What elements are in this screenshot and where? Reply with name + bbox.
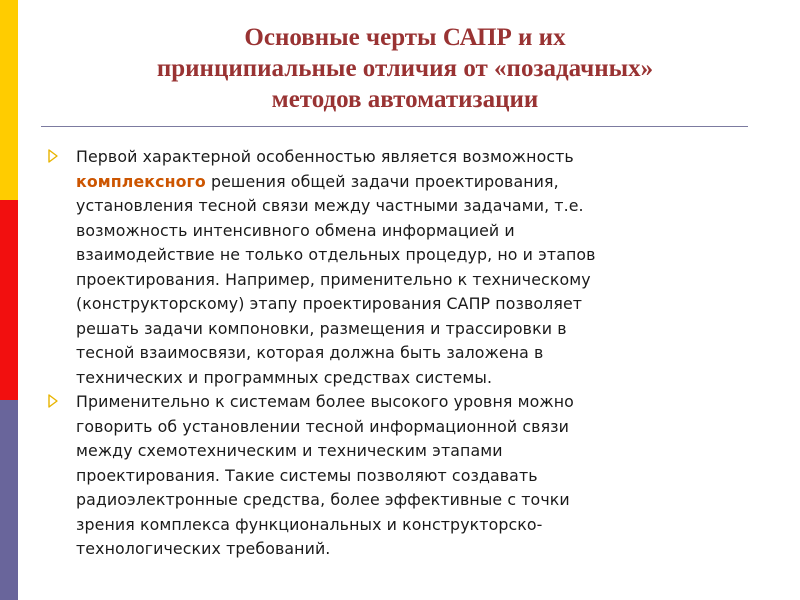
title-line: методов автоматизации <box>271 86 539 113</box>
text-run: решать задачи компоновки, размещения и трассировки в <box>76 318 567 338</box>
bullet-item <box>48 145 748 390</box>
bullet-text-line <box>76 243 748 268</box>
side-bar-purple <box>0 400 18 600</box>
highlighted-term: комплексного <box>76 171 206 191</box>
text-run: технологических требований. <box>76 539 331 558</box>
text-run: возможность интенсивного обмена информацией и <box>76 220 515 240</box>
bullet-list <box>48 145 748 562</box>
text-run: радиоэлектронные средства, более эффективные с точки <box>76 490 570 509</box>
text-run: установления тесной связи между частными задачами, т.е. <box>76 196 584 215</box>
text-run: технических и программных средствах системы. <box>76 367 493 387</box>
title-line: принципиальные отличия от «позадачных» <box>156 55 654 82</box>
side-bar-yellow <box>0 0 18 200</box>
bullet-text-line <box>76 292 748 317</box>
text-run: проектирования. Такие системы позволяют создавать <box>76 465 538 485</box>
text-run: между схемотехническим и техническим этапами <box>76 441 503 460</box>
bullet-text-line <box>76 268 748 293</box>
text-run: зрения комплекса функциональных и конструкторско- <box>76 514 543 534</box>
bullet-text-line <box>76 537 748 562</box>
text-run: взаимодействие не только отдельных процедур, но и этапов <box>76 245 596 264</box>
bullet-text-line <box>76 415 748 440</box>
text-run: проектирования. Например, применительно к техническому <box>76 269 591 289</box>
bullet-text-line <box>76 341 748 366</box>
bullet-text-line <box>76 219 748 244</box>
slide-title <box>40 22 770 115</box>
bullet-text-line <box>76 366 748 391</box>
bullet-text-line <box>76 317 748 342</box>
bullet-text-line <box>76 488 748 513</box>
bullet-text-line <box>76 439 748 464</box>
bullet-text-line <box>76 390 748 415</box>
text-run: тесной взаимосвязи, которая должна быть заложена в <box>76 343 544 362</box>
bullet-icon <box>48 149 59 163</box>
bullet-text-line <box>76 464 748 489</box>
text-run: (конструкторскому) этапу проектирования САПР позволяет <box>76 294 583 313</box>
text-run: говорить об установлении тесной информационной связи <box>76 416 570 436</box>
bullet-text-line <box>76 145 748 170</box>
side-bar-red <box>0 200 18 400</box>
bullet-text-line <box>76 170 748 195</box>
title-divider <box>41 126 748 127</box>
title-line: Основные черты САПР и их <box>244 24 566 51</box>
bullet-text-line <box>76 194 748 219</box>
text-run: решения общей задачи проектирования, <box>205 171 559 191</box>
bullet-icon <box>48 394 59 408</box>
text-run: Применительно к системам более высокого уровня можно <box>76 392 574 411</box>
text-run: Первой характерной особенностью является возможность <box>76 147 574 166</box>
bullet-text-line <box>76 513 748 538</box>
bullet-item <box>48 390 748 562</box>
